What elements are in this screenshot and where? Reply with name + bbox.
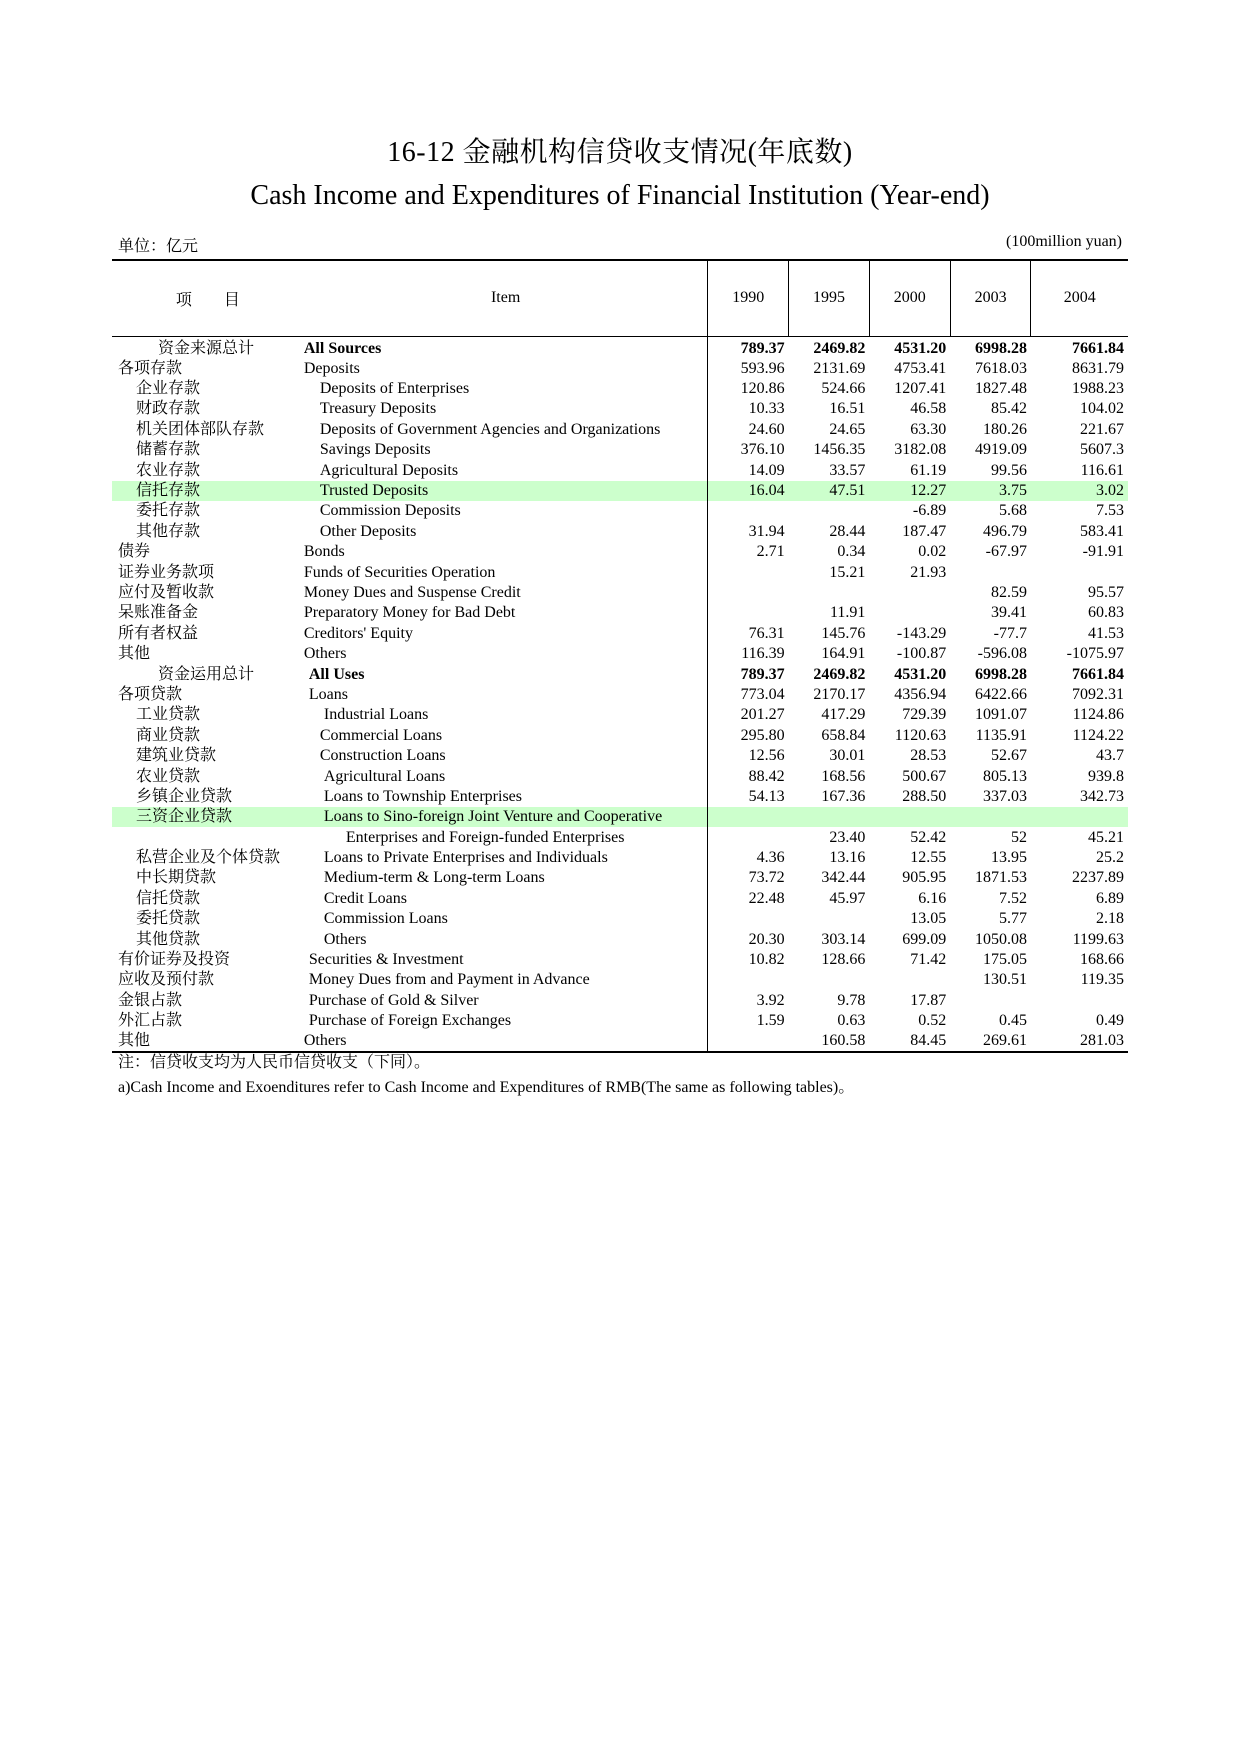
row-label-chinese: 其他存款 [136,522,201,540]
value-cell-1995: 16.51 [829,400,866,418]
row-label-english: Credit Loans [323,889,407,907]
value-cell-2000: 21.93 [910,563,947,581]
value-cell-1995: 11.91 [830,604,866,622]
value-cell-1995: 0.34 [837,543,866,561]
value-cell-1995: 303.14 [821,930,866,948]
value-cell-2004: 5607.3 [1080,441,1124,459]
value-cell-2004: 7661.84 [1072,665,1124,683]
row-label-english: Industrial Loans [323,706,429,724]
value-cell-1995: 15.21 [829,563,866,581]
header-year: 2000 [869,260,950,336]
value-cell-2003: -77.7 [993,624,1027,642]
row-label-english: Others [304,1031,708,1052]
header-item-chinese: 项 目 [112,260,304,336]
table-row [112,603,1128,623]
table-row [112,807,1128,827]
value-cell-1990: 31.94 [708,522,789,542]
table-row [112,1011,1128,1031]
value-cell-1995: 168.56 [821,767,866,785]
row-label-chinese: 信托存款 [112,481,304,501]
row-label-chinese: 委托存款 [136,502,201,520]
table-row [112,685,1128,705]
value-cell-1990: 295.80 [708,726,789,746]
row-label-english: Funds of Securities Operation [303,563,496,581]
value-cell-2003: 39.41 [990,604,1027,622]
row-label-chinese [112,827,304,847]
value-cell-2003: 7618.03 [974,359,1027,377]
value-cell-2003: 130.51 [982,971,1027,989]
value-cell-2000: 84.45 [869,1031,950,1052]
value-cell-2003: 6998.28 [974,339,1027,357]
row-label-english: Commission Loans [323,910,448,928]
row-label-chinese: 外汇占款 [118,1012,183,1030]
row-label-chinese: 应付及暂收款 [118,583,215,601]
value-cell-2000: 71.42 [910,951,947,969]
value-cell-1990: 16.04 [708,481,789,501]
value-cell-2004: 281.03 [1031,1031,1128,1052]
value-cell-2000: 28.53 [910,747,947,765]
value-cell-2000: 6.16 [918,889,947,907]
value-cell-1990: 14.09 [708,460,789,480]
table-row [112,399,1128,419]
row-label-chinese: 资金来源总计 [158,339,255,357]
value-cell-1995: 28.44 [829,522,866,540]
value-cell-1995: 33.57 [829,461,866,479]
value-cell-1990: 2.71 [708,542,789,562]
row-label-english: Trusted Deposits [304,481,708,501]
value-cell-1995: 160.58 [789,1031,870,1052]
value-cell-1995: 524.66 [821,380,866,398]
value-cell-2000: 905.95 [902,869,947,887]
table-row [112,562,1128,582]
value-cell-2000: 4531.20 [894,665,947,683]
table-row [112,359,1128,379]
header-item-english: Item [304,260,708,336]
row-label-chinese: 储蓄存款 [136,441,201,459]
value-cell-1990: 376.10 [708,440,789,460]
value-cell-2003: 180.26 [982,420,1027,438]
value-cell-2000: 17.87 [910,991,947,1009]
value-cell-2000: 13.05 [910,910,947,928]
row-label-english: Purchase of Foreign Exchanges [308,1012,512,1030]
row-label-chinese: 三资企业贷款 [112,807,304,827]
row-label-chinese: 信托贷款 [136,889,201,907]
table-row [112,705,1128,725]
table-row [112,746,1128,766]
row-label-chinese: 工业贷款 [136,706,201,724]
header-year: 2003 [950,260,1031,336]
value-cell-2004 [1031,562,1128,582]
value-cell-1990 [708,807,789,827]
value-cell-2004: 7092.31 [1072,685,1124,703]
value-cell-1990 [708,501,789,521]
value-cell-2004: 7.53 [1096,502,1124,520]
value-cell-1990 [708,1031,789,1052]
row-label-chinese: 委托贷款 [136,910,201,928]
value-cell-2003: 1050.08 [974,930,1027,948]
value-cell-1995: 45.97 [829,889,866,907]
value-cell-1995: 342.44 [821,869,866,887]
value-cell-1990 [708,909,789,929]
value-cell-2004: 1124.86 [1072,706,1124,724]
table-row [112,950,1128,970]
row-label-english: Agricultural Deposits [319,461,459,479]
table-row [112,583,1128,603]
value-cell-2000: 4531.20 [894,339,947,357]
row-label-english: Agricultural Loans [323,767,446,785]
row-label-english: Commercial Loans [319,726,443,744]
value-cell-1995: 47.51 [789,481,870,501]
row-label-chinese: 企业存款 [136,380,201,398]
value-cell-2003: 82.59 [990,583,1027,601]
value-cell-2000: -143.29 [896,624,947,642]
value-cell-2003: 1135.91 [975,726,1027,744]
value-cell-1990: 76.31 [708,624,789,644]
row-label-chinese: 农业存款 [136,461,201,479]
value-cell-1995: 164.91 [821,645,866,663]
value-cell-2000: 46.58 [910,400,947,418]
header-year: 2004 [1031,260,1128,336]
value-cell-1990 [708,562,789,582]
unit-label-english: (100million yuan) [1006,233,1122,250]
value-cell-1990 [708,970,789,990]
value-cell-2004: 8631.79 [1072,359,1124,377]
row-label-chinese: 其他 [112,1031,304,1052]
value-cell-2004 [1031,807,1128,827]
value-cell-2000: 12.27 [869,481,950,501]
value-cell-2003: 6998.28 [974,665,1027,683]
row-label-english: Others [323,930,367,948]
table-row [112,991,1128,1011]
row-label-chinese: 所有者权益 [118,624,199,642]
value-cell-1995 [789,501,870,521]
value-cell-1990: 201.27 [708,705,789,725]
table-row [112,440,1128,460]
value-cell-2003: 805.13 [982,767,1027,785]
row-label-chinese: 各项贷款 [118,685,183,703]
row-label-english: Other Deposits [319,522,417,540]
value-cell-2003: 52 [1010,828,1027,846]
value-cell-1995: 13.16 [829,849,866,867]
table-row [112,848,1128,868]
value-cell-1995: 128.66 [821,951,866,969]
value-cell-2003 [950,991,1031,1011]
value-cell-1990: 773.04 [708,685,789,705]
value-cell-2003: -67.97 [985,543,1027,561]
table-title-english: Cash Income and Expenditures of Financial Institution (Year-end) [250,180,990,211]
value-cell-2003: 337.03 [982,787,1027,805]
row-label-english: Commission Deposits [319,502,461,520]
value-cell-2000: 1120.63 [894,726,947,744]
value-cell-2000: -100.87 [896,645,947,663]
row-label-english: Deposits [303,359,360,377]
value-cell-1995: 658.84 [821,726,866,744]
value-cell-2004: 1988.23 [1072,380,1124,398]
value-cell-2004: 104.02 [1080,400,1124,418]
table-row [112,542,1128,562]
value-cell-1995: 1456.35 [813,441,866,459]
table-row [112,889,1128,909]
value-cell-1990: 54.13 [708,787,789,807]
row-label-chinese: 有价证券及投资 [118,951,231,969]
value-cell-2004: 1199.63 [1072,930,1124,948]
value-cell-1990: 789.37 [708,336,789,359]
row-label-english: Preparatory Money for Bad Debt [303,604,516,622]
value-cell-2004: -91.91 [1082,543,1124,561]
value-cell-2000: 288.50 [902,787,947,805]
value-cell-2000: 3182.08 [894,441,947,459]
value-cell-2003: 496.79 [982,522,1027,540]
value-cell-2003: 1091.07 [974,706,1027,724]
value-cell-1995: 23.40 [829,828,866,846]
value-cell-1990: 12.56 [708,746,789,766]
value-cell-2003: 13.95 [990,849,1027,867]
row-label-english: Loans [308,685,348,703]
value-cell-1995: 2469.82 [813,665,866,683]
row-label-chinese: 私营企业及个体贷款 [136,849,281,867]
value-cell-1995 [789,807,870,827]
table-row [112,522,1128,542]
value-cell-2000: 729.39 [902,706,947,724]
value-cell-2004: 41.53 [1088,624,1124,642]
value-cell-2004: 45.21 [1088,828,1124,846]
row-label-english: Deposits of Enterprises [319,380,470,398]
value-cell-2003: 4919.09 [974,441,1027,459]
value-cell-1990: 10.33 [708,399,789,419]
table-row [112,501,1128,521]
value-cell-1995: 2170.17 [813,685,866,703]
row-label-chinese: 应收及预付款 [118,971,215,989]
value-cell-2004: 0.49 [1096,1012,1124,1030]
row-label-english: Money Dues and Suspense Credit [303,583,521,601]
value-cell-2004: -1075.97 [1066,645,1124,663]
value-cell-2004: 25.2 [1096,849,1124,867]
value-cell-2004: 1124.22 [1072,726,1124,744]
row-label-english: All Uses [308,665,365,683]
value-cell-1995: 9.78 [837,991,866,1009]
value-cell-1990: 20.30 [708,929,789,949]
row-label-english: Loans to Sino-foreign Joint Venture and Cooperative [304,807,708,827]
table-row [112,827,1128,847]
value-cell-2004: 2237.89 [1072,869,1124,887]
row-label-chinese: 呆账准备金 [118,604,199,622]
table-row [112,726,1128,746]
table-row [112,481,1128,501]
value-cell-2003: 175.05 [982,951,1027,969]
value-cell-1990: 789.37 [708,664,789,684]
value-cell-2003 [950,807,1031,827]
value-cell-1995: 2131.69 [813,359,866,377]
value-cell-1990: 73.72 [708,868,789,888]
table-row [112,909,1128,929]
table-row [112,970,1128,990]
table-body [112,336,1128,1052]
row-label-chinese: 资金运用总计 [158,665,255,683]
row-label-english: Construction Loans [319,747,446,765]
value-cell-1990: 24.60 [708,420,789,440]
row-label-chinese: 各项存款 [118,359,183,377]
value-cell-2004: 168.66 [1080,951,1124,969]
row-label-english: Money Dues from and Payment in Advance [308,971,590,989]
footnote-chinese: 注：信贷收支均为人民币信贷收支（下同）。 [118,1054,431,1071]
value-cell-1990: 120.86 [708,379,789,399]
row-label-chinese: 财政存款 [136,400,201,418]
value-cell-1990: 88.42 [708,766,789,786]
table-row [112,766,1128,786]
value-cell-2000: 4356.94 [894,685,947,703]
value-cell-1990: 10.82 [708,950,789,970]
value-cell-1990 [708,603,789,623]
table-row [112,868,1128,888]
header-year: 1995 [789,260,870,336]
value-cell-2003: 3.75 [950,481,1031,501]
value-cell-2004: 6.89 [1096,889,1124,907]
value-cell-1995 [789,970,870,990]
value-cell-2003: 1827.48 [974,380,1027,398]
row-label-english: Treasury Deposits [319,400,437,418]
value-cell-2004: 119.35 [1080,971,1124,989]
table-row [112,644,1128,664]
value-cell-1995: 2469.82 [813,339,866,357]
row-label-english: Deposits of Government Agencies and Organizations [319,420,661,438]
row-label-english: Bonds [303,543,345,561]
row-label-english: Purchase of Gold & Silver [308,991,479,1009]
table-row [112,336,1128,359]
value-cell-1990 [708,827,789,847]
row-label-chinese: 其他 [118,645,151,663]
value-cell-2003: -596.08 [977,645,1027,663]
value-cell-1990: 116.39 [708,644,789,664]
value-cell-2000: 0.52 [918,1012,947,1030]
value-cell-2003: 1871.53 [974,869,1027,887]
data-table [112,259,1128,1053]
footnote-english: a)Cash Income and Exoenditures refer to Cash Income and Expenditures of RMB(The same as following tables)。 [118,1079,855,1096]
value-cell-1995: 0.63 [837,1012,866,1030]
value-cell-2003: 7.52 [998,889,1027,907]
table-row [112,787,1128,807]
value-cell-1995 [789,909,870,929]
row-label-chinese: 证券业务款项 [118,563,215,581]
value-cell-2004: 2.18 [1096,910,1124,928]
row-label-chinese: 农业贷款 [136,767,201,785]
value-cell-2004: 3.02 [1031,481,1128,501]
value-cell-2000 [869,970,950,990]
table-row [112,420,1128,440]
row-label-chinese: 乡镇企业贷款 [136,787,233,805]
value-cell-2000: 500.67 [902,767,947,785]
row-label-chinese: 机关团体部队存款 [136,420,265,438]
value-cell-2000: 52.42 [910,828,947,846]
value-cell-2000: 699.09 [902,930,947,948]
value-cell-2004: 221.67 [1080,420,1124,438]
value-cell-1990 [708,583,789,603]
value-cell-2004 [1031,991,1128,1011]
value-cell-1990: 4.36 [708,848,789,868]
value-cell-2000: 1207.41 [894,380,947,398]
value-cell-1990: 3.92 [708,991,789,1011]
row-label-english: Savings Deposits [319,441,431,459]
table-title-chinese: 16-12 金融机构信贷收支情况(年底数) [387,137,853,168]
table-row [112,664,1128,684]
value-cell-1995: 145.76 [821,624,866,642]
row-label-chinese: 金银占款 [118,991,183,1009]
value-cell-2003: 0.45 [998,1012,1027,1030]
value-cell-1995: 167.36 [821,787,866,805]
value-cell-2003: 5.68 [998,502,1027,520]
row-label-chinese: 其他贷款 [136,930,201,948]
value-cell-2003: 99.56 [990,461,1027,479]
row-label-english: Enterprises and Foreign-funded Enterprises [345,828,625,846]
row-label-english: Medium-term & Long-term Loans [323,869,545,887]
value-cell-2004: 939.8 [1088,767,1124,785]
row-label-english: Securities & Investment [308,951,464,969]
value-cell-1995: 24.65 [829,420,866,438]
row-label-english: Creditors' Equity [303,624,413,642]
value-cell-2004: 342.73 [1080,787,1124,805]
row-label-english: Others [303,645,347,663]
row-label-chinese: 中长期贷款 [136,869,217,887]
table-row [112,624,1128,644]
value-cell-2004: 95.57 [1088,583,1124,601]
table-row [112,929,1128,949]
value-cell-2004: 60.83 [1088,604,1124,622]
row-label-chinese: 债券 [118,543,151,561]
value-cell-2000 [869,807,950,827]
value-cell-1995: 417.29 [821,706,866,724]
value-cell-2004: 7661.84 [1072,339,1124,357]
value-cell-1995 [789,583,870,603]
value-cell-2000: 63.30 [910,420,947,438]
value-cell-2000 [869,603,950,623]
table-header-row [112,260,1128,336]
row-label-english: All Sources [303,339,382,357]
value-cell-2004: 43.7 [1096,747,1124,765]
value-cell-2003: 269.61 [950,1031,1031,1052]
value-cell-2003: 5.77 [998,910,1027,928]
value-cell-2000: 61.19 [910,461,947,479]
value-cell-2000: 4753.41 [894,359,947,377]
value-cell-2000: 187.47 [902,522,947,540]
value-cell-1990: 1.59 [708,1011,789,1031]
unit-label-chinese: 单位：亿元 [118,238,199,255]
table-row [112,379,1128,399]
header-year: 1990 [708,260,789,336]
value-cell-1990: 22.48 [708,889,789,909]
value-cell-1990: 593.96 [708,359,789,379]
row-label-chinese: 商业贷款 [136,726,201,744]
value-cell-2000 [869,583,950,603]
value-cell-2000: 12.55 [910,849,947,867]
value-cell-2000: -6.89 [912,502,947,520]
value-cell-2004: 583.41 [1080,522,1124,540]
value-cell-2000: 0.02 [918,543,947,561]
value-cell-2003: 85.42 [990,400,1027,418]
value-cell-2004: 116.61 [1080,461,1124,479]
table-row [112,460,1128,480]
value-cell-2003: 52.67 [990,747,1027,765]
row-label-english: Loans to Private Enterprises and Individuals [323,849,608,867]
value-cell-2003: 6422.66 [974,685,1027,703]
value-cell-2003 [950,562,1031,582]
row-label-english: Loans to Township Enterprises [323,787,522,805]
value-cell-1995: 30.01 [829,747,866,765]
row-label-chinese: 建筑业贷款 [136,747,217,765]
unit-row [112,233,1128,255]
